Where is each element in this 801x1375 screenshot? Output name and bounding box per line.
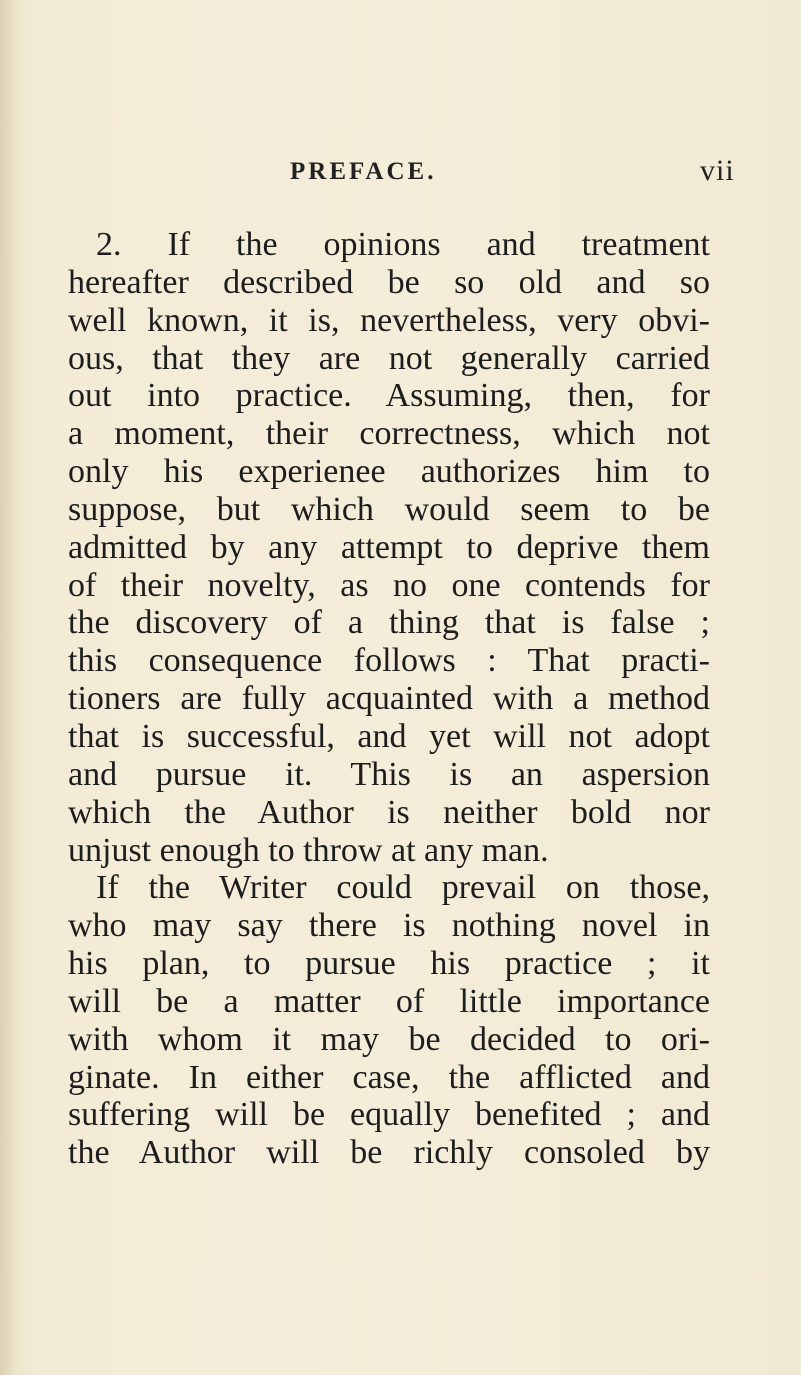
paragraph-2 xyxy=(68,869,710,1172)
page-header xyxy=(0,154,801,198)
page-number: vii xyxy=(700,154,735,187)
text-line: suppose, but which would seem to be xyxy=(68,490,710,528)
text-line: and pursue it. This is an aspersion xyxy=(68,755,710,793)
running-head: PREFACE. xyxy=(290,158,437,185)
text-line: will be a matter of little importance xyxy=(68,982,710,1020)
body-text xyxy=(68,226,710,1172)
text-line: If the Writer could prevail on those, xyxy=(96,869,710,907)
text-line: suffering will be equally benefited ; and xyxy=(68,1096,710,1134)
text-line: this consequence follows : That practi- xyxy=(68,642,710,680)
text-line: the Author will be richly consoled by xyxy=(68,1134,710,1172)
page-gutter-shadow xyxy=(0,0,18,1375)
text-line: his plan, to pursue his practice ; it xyxy=(68,945,710,983)
text-line: the discovery of a thing that is false ; xyxy=(68,604,710,642)
text-line: with whom it may be decided to ori- xyxy=(68,1020,710,1058)
text-line: tioners are fully acquainted with a method xyxy=(68,680,710,718)
text-line: which the Author is neither bold nor xyxy=(68,793,710,831)
text-line: a moment, their correctness, which not xyxy=(68,415,710,453)
text-line: unjust enough to throw at any man. xyxy=(68,831,549,869)
text-line: 2. If the opinions and treatment xyxy=(96,226,710,263)
text-line: of their novelty, as no one contends for xyxy=(68,566,710,604)
text-line: out into practice. Assuming, then, for xyxy=(68,377,710,415)
text-line: ous, that they are not generally carried xyxy=(68,339,710,377)
text-line: only his experienee authorizes him to xyxy=(68,453,710,491)
text-line: who may say there is nothing novel in xyxy=(68,907,710,945)
paragraph-1 xyxy=(68,226,710,869)
text-line: admitted by any attempt to deprive them xyxy=(68,528,710,566)
text-line: hereafter described be so old and so xyxy=(68,263,710,301)
text-line: that is successful, and yet will not adopt xyxy=(68,717,710,755)
text-line: well known, it is, nevertheless, very obvi- xyxy=(68,301,710,339)
text-line: ginate. In either case, the afflicted and xyxy=(68,1058,710,1096)
